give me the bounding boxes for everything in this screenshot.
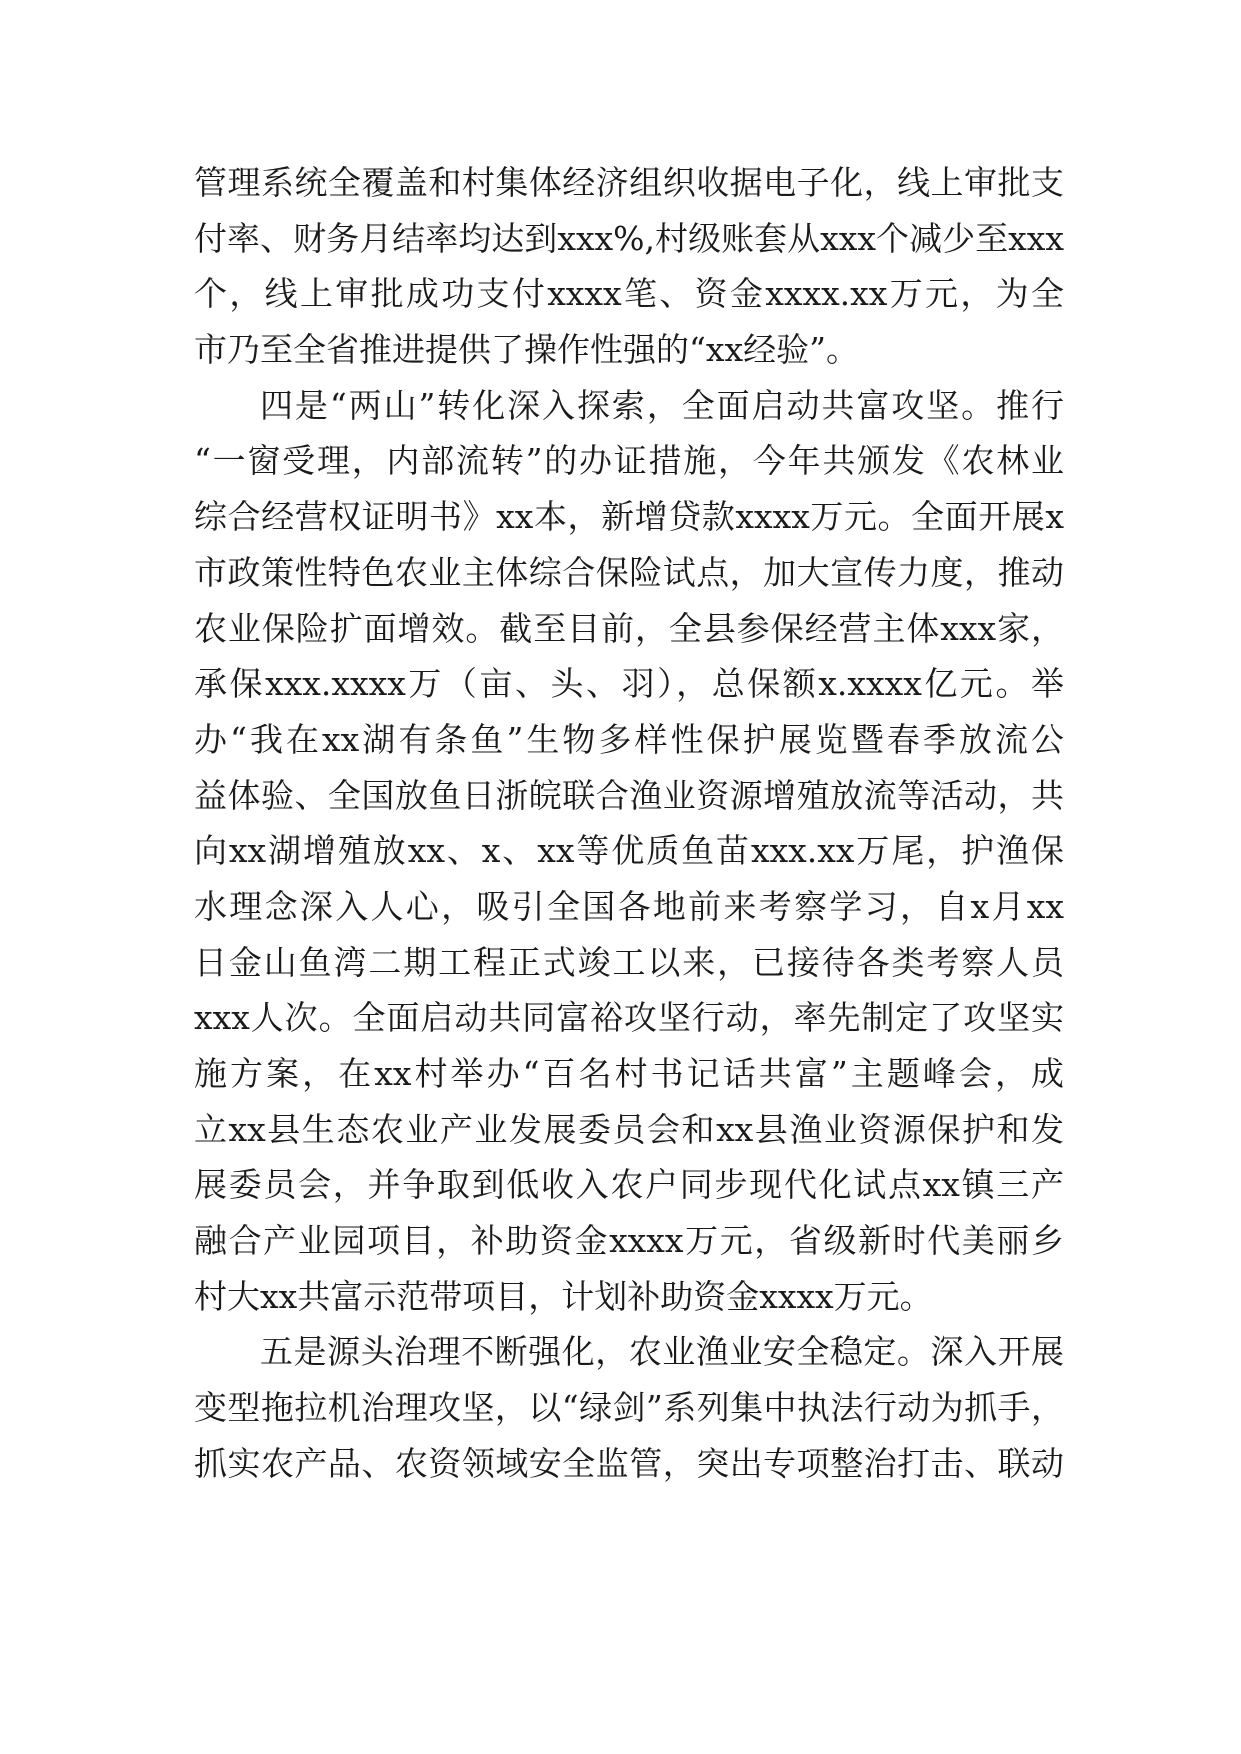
text-line: 日金山鱼湾二期工程正式竣工以来，已接待各类考察人员 [194,942,1064,982]
text-line: 付率、财务月结率均达到xxx%,村级账套从xxx个减少至xxx [194,218,1064,258]
text-line: 益体验、全国放鱼日浙皖联合渔业资源增殖放流等活动，共 [194,775,1064,815]
text-line: “一窗受理，内部流转”的办证措施，今年共颁发《农林业 [194,441,1064,481]
text-line: 综合经营权证明书》xx本，新增贷款xxxx万元。全面开展x [194,497,1064,537]
text-line: 水理念深入人心，吸引全国各地前来考察学习，自x月xx [194,886,1064,926]
text-line: 立xx县生态农业产业发展委员会和xx县渔业资源保护和发 [194,1109,1064,1149]
text-line: xxx人次。全面启动共同富裕攻坚行动，率先制定了攻坚实 [194,998,1064,1038]
text-line: 管理系统全覆盖和村集体经济组织收据电子化，线上审批支 [194,163,1064,202]
text-line: 融合产业园项目，补助资金xxxx万元，省级新时代美丽乡 [194,1221,1064,1261]
text-line: 市政策性特色农业主体综合保险试点，加大宣传力度，推动 [194,552,1064,592]
paragraph-first-line: 五是源头治理不断强化，农业渔业安全稳定。深入开展 [260,1332,1064,1372]
text-line: 农业保险扩面增效。截至目前，全县参保经营主体xxx家， [194,608,1064,648]
text-line: 展委员会，并争取到低收入农户同步现代化试点xx镇三产 [194,1165,1064,1205]
paragraph-first-line: 四是“两山”转化深入探索，全面启动共富攻坚。推行 [260,385,1064,425]
text-line: 承保xxx.xxxx万（亩、头、羽），总保额x.xxxx亿元。举 [194,664,1064,704]
text-line: 变型拖拉机治理攻坚，以“绿剑”系列集中执法行动为抓手， [194,1388,1064,1428]
text-line: 办“我在xx湖有条鱼”生物多样性保护展览暨春季放流公 [194,719,1064,759]
text-line: 市乃至全省推进提供了操作性强的“xx经验”。 [194,330,859,370]
text-line: 抓实农产品、农资领域安全监管，突出专项整治打击、联动 [194,1443,1064,1483]
text-line: 个，线上审批成功支付xxxx笔、资金xxxx.xx万元，为全 [194,274,1064,314]
text-line: 村大xx共富示范带项目，计划补助资金xxxx万元。 [194,1276,933,1316]
document-body [194,155,1064,1492]
text-line: 向xx湖增殖放xx、x、xx等优质鱼苗xxx.xx万尾，护渔保 [194,831,1064,871]
text-line: 施方案，在xx村举办“百名村书记话共富”主题峰会，成 [194,1054,1064,1093]
